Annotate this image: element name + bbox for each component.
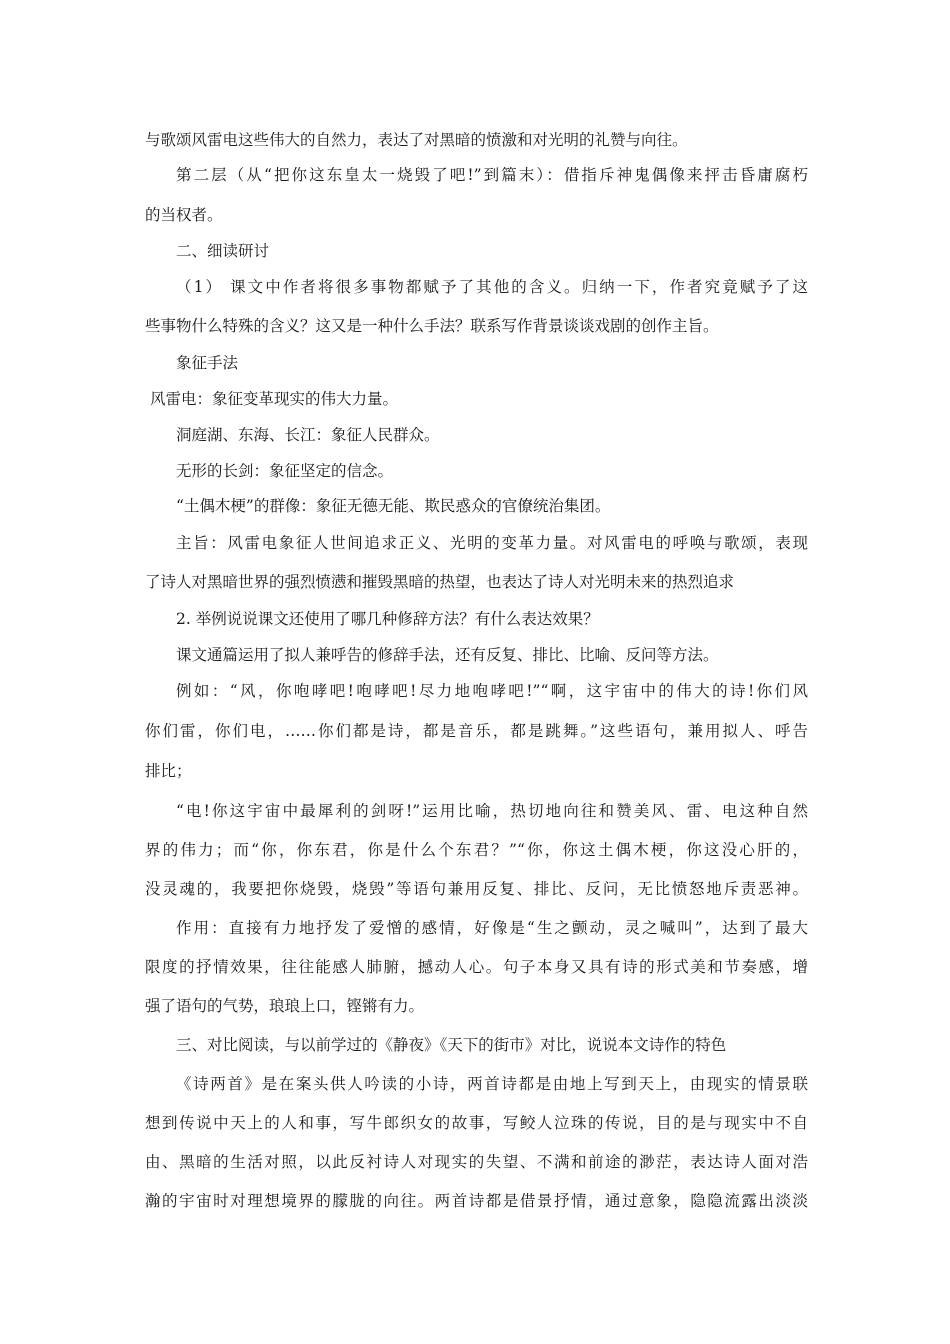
text-line: 课文通篇运用了拟人兼呼告的修辞手法，还有反复、排比、比喻、反问等方法。 — [176, 646, 719, 664]
text-line: 由、黑暗的生活对照，以此反衬诗人对现实的失望、不满和前途的渺茫，表达诗人面对浩 — [145, 1153, 808, 1171]
text-line: “电!你这宇宙中最犀利的剑呀!”运用比喻，热切地向往和赞美风、雷、电这种自然 — [176, 802, 808, 820]
text-line: 洞庭湖、东海、长江：象征人民群众。 — [176, 426, 440, 444]
text-line: 你们雷，你们电，……你们都是诗，都是音乐，都是跳舞。”这些语句，兼用拟人、呼告 — [145, 722, 808, 740]
text-line: 象征手法 — [176, 354, 239, 372]
text-line: 想到传说中天上的人和事，写牛郎织女的故事，写鲛人泣珠的传说，目的是与现实中不自 — [145, 1114, 808, 1132]
text-line: 风雷电：象征变革现实的伟大力量。 — [150, 390, 399, 408]
text-line: “土偶木梗”的群像：象征无德无能、欺民惑众的官僚统治集团。 — [176, 497, 611, 515]
text-line: 《诗两首》是在案头供人吟读的小诗，两首诗都是由地上写到天上，由现实的情景联 — [176, 1075, 808, 1093]
text-line: （1） 课文中作者将很多事物都赋予了其他的含义。归纳一下，作者究竟赋予了这 — [176, 278, 808, 296]
text-line: 排比； — [145, 762, 192, 780]
section-heading: 二、细读研讨 — [176, 242, 270, 260]
text-line: 第二层（从“把你这东皇太一烧毁了吧!”到篇末）：借指斥神鬼偶像来抨击昏庸腐朽 — [176, 166, 808, 184]
text-line: 些事物什么特殊的含义？这又是一种什么手法？联系写作背景谈谈戏剧的创作主旨。 — [145, 317, 719, 335]
text-line: 界的伟力；而“你，你东君，你是什么个东君？”“你，你这土偶木梗，你这没心肝的， — [145, 841, 808, 859]
text-line: 瀚的宇宙时对理想境界的朦胧的向往。两首诗都是借景抒情，通过意象，隐隐流露出淡淡 — [145, 1192, 808, 1210]
section-heading: 2. 举例说说课文还使用了哪几种修辞方法？有什么表达效果？ — [176, 610, 599, 628]
text-line: 的当权者。 — [145, 206, 223, 224]
text-line: 主旨：风雷电象征人世间追求正义、光明的变革力量。对风雷电的呼唤与歌颂，表现 — [176, 534, 808, 552]
text-line: 无形的长剑：象征坚定的信念。 — [176, 462, 394, 480]
text-line: 与歌颂风雷电这些伟大的自然力，表达了对黑暗的愤激和对光明的礼赞与向往。 — [145, 131, 688, 149]
text-line: 没灵魂的，我要把你烧毁，烧毁”等语句兼用反复、排比、反问，无比愤怒地斥责恶神。 — [145, 880, 808, 898]
text-line: 限度的抒情效果，往往能感人肺腑，撼动人心。句子本身又具有诗的形式美和节奏感，增 — [145, 958, 808, 976]
text-line: 了诗人对黑暗世界的强烈愤懑和摧毁黑暗的热望，也表达了诗人对光明未来的热烈追求 — [145, 573, 735, 591]
text-line: 强了语句的气势，琅琅上口，铿锵有力。 — [145, 997, 425, 1015]
section-heading: 三、对比阅读，与以前学过的《静夜》《天下的街市》对比，说说本文诗作的特色 — [176, 1036, 727, 1054]
text-line: 作用：直接有力地抒发了爱憎的感情，好像是“生之颤动，灵之喊叫”，达到了最大 — [176, 919, 808, 937]
text-line: 例如：“风，你咆哮吧!咆哮吧!尽力地咆哮吧!”“啊，这宇宙中的伟大的诗!你们风 — [176, 682, 808, 700]
